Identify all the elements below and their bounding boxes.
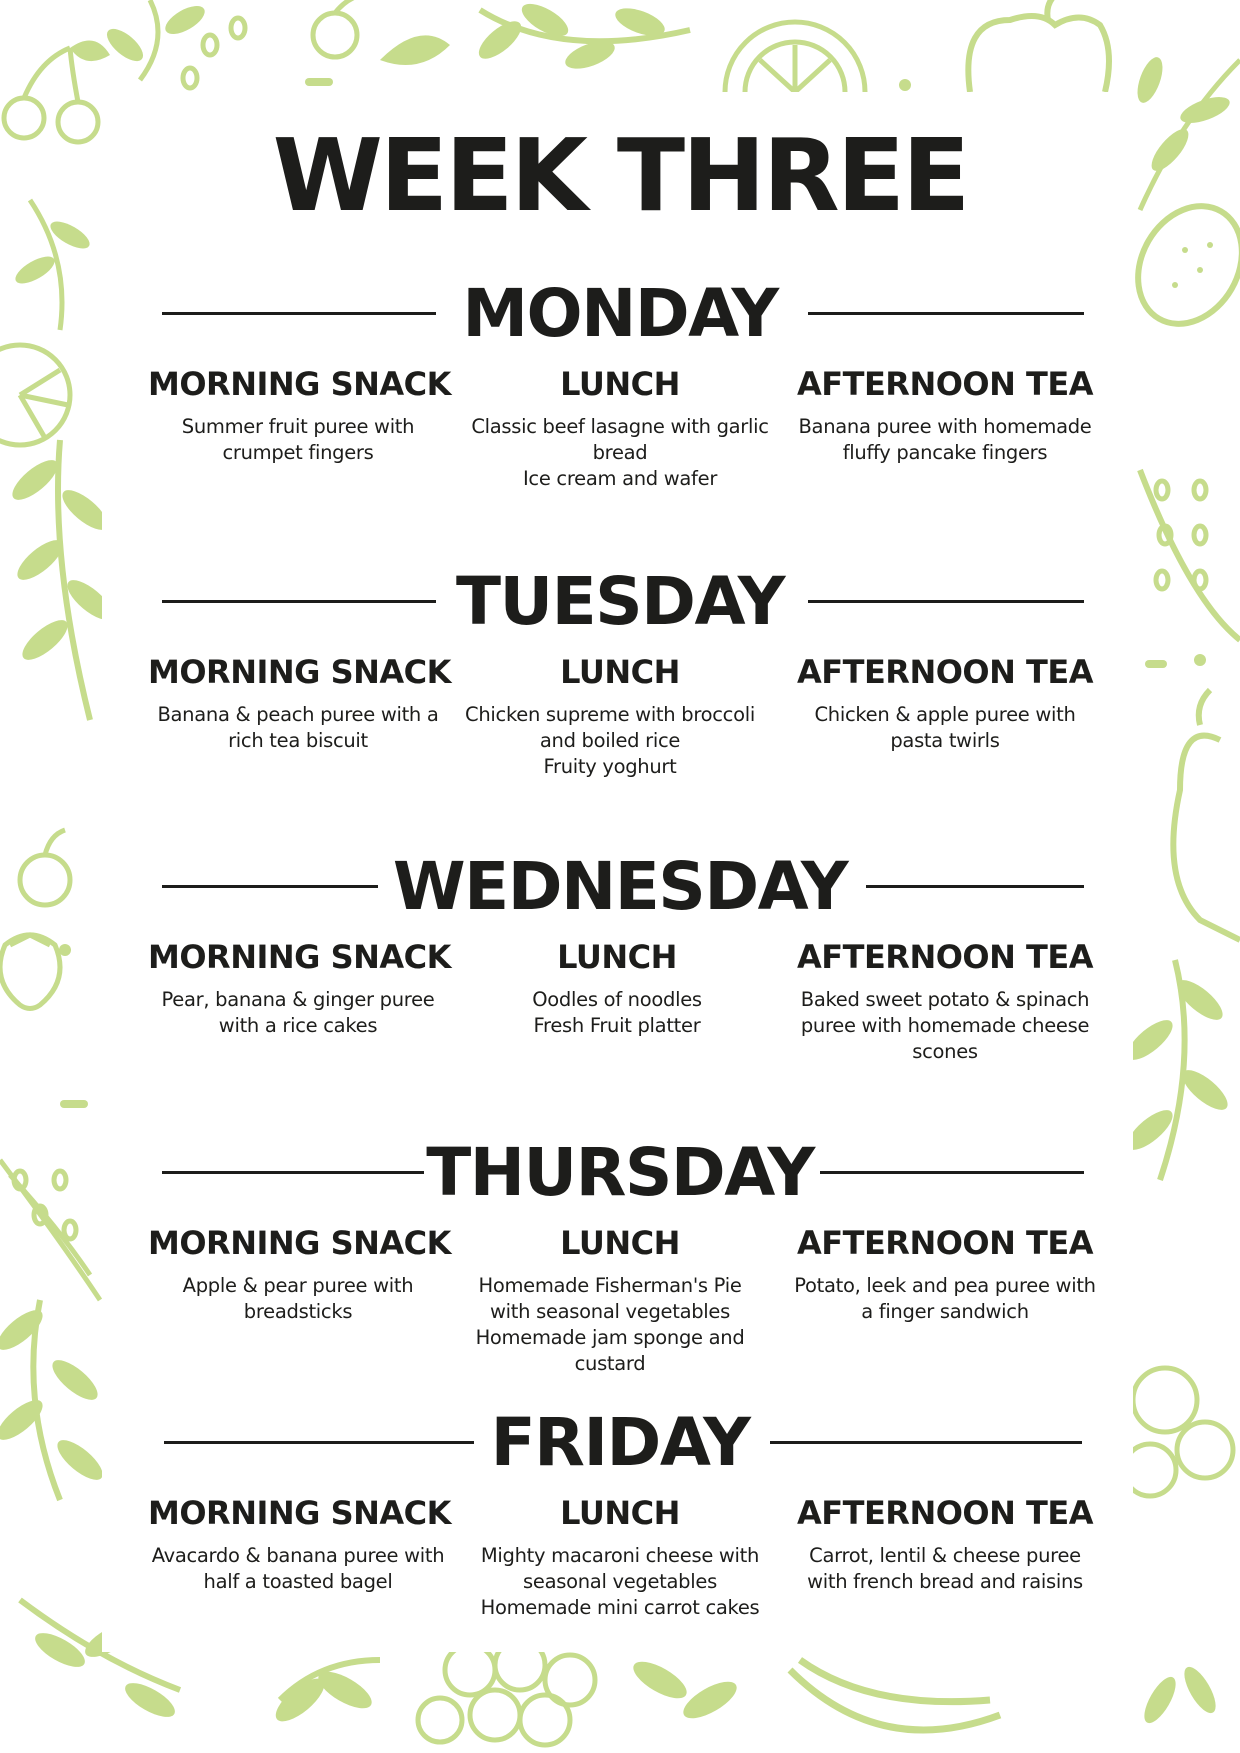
vine-icon: [269, 1660, 380, 1728]
meal-heading: MORNING SNACK: [148, 938, 451, 976]
meal-line: custard: [574, 1352, 646, 1375]
meal-line: and boiled rice: [539, 729, 681, 752]
day-section-friday: [0, 1401, 1240, 1619]
meal-description: [148, 987, 448, 1039]
page-title: WEEK THREE: [272, 117, 968, 234]
day-header: [0, 1131, 1240, 1215]
meal-line: Chicken & apple puree with: [814, 703, 1076, 726]
meal-description: [470, 1543, 770, 1621]
meal-description: [460, 702, 760, 780]
meal-line: Ice cream and wafer: [522, 467, 718, 490]
meal-line: Summer fruit puree with: [181, 415, 415, 438]
meal-heading: MORNING SNACK: [148, 1224, 451, 1262]
grapes-icon: [418, 1640, 595, 1745]
day-header: [0, 272, 1240, 356]
meal-line: Banana & peach puree with a: [157, 703, 439, 726]
meal-description: [790, 1543, 1100, 1595]
meal-line: seasonal vegetables: [523, 1570, 717, 1593]
meal-line: Avacardo & banana puree with: [151, 1544, 445, 1567]
cherry-icon: [313, 0, 360, 57]
meal-heading: LUNCH: [560, 653, 680, 691]
meal-line: Carrot, lentil & cheese puree: [809, 1544, 1081, 1567]
meal-morning-snack: [148, 937, 451, 1039]
meal-description: [790, 1273, 1100, 1325]
day-section-wednesday: [0, 845, 1240, 1063]
meal-afternoon-tea: [790, 364, 1100, 466]
meal-morning-snack: [148, 364, 451, 466]
divider-right: [866, 885, 1084, 888]
meal-line: with a rice cakes: [218, 1014, 378, 1037]
meal-heading: LUNCH: [560, 1494, 680, 1532]
meal-line: Potato, leek and pea puree with: [794, 1274, 1096, 1297]
meal-line: Pear, banana & ginger puree: [161, 988, 435, 1011]
day-name: WEDNESDAY: [392, 848, 848, 925]
meal-description: [790, 414, 1100, 466]
divider-right: [820, 1171, 1084, 1174]
meal-line: Banana puree with homemade: [798, 415, 1092, 438]
meal-description: [148, 702, 448, 754]
meal-heading: LUNCH: [560, 1224, 680, 1262]
day-section-monday: [0, 272, 1240, 490]
meal-line: with seasonal vegetables: [490, 1300, 730, 1323]
meal-lunch: [460, 1223, 760, 1377]
meal-line: Classic beef lasagne with garlic: [471, 415, 769, 438]
meal-description: [467, 987, 767, 1039]
meal-line: Fresh Fruit platter: [533, 1014, 701, 1037]
meal-morning-snack: [148, 652, 451, 754]
meal-afternoon-tea: [790, 1493, 1100, 1595]
meal-line: Homemade Fisherman's Pie: [478, 1274, 742, 1297]
leaf-icon: [380, 35, 450, 65]
strawberry-icon: [0, 935, 60, 1009]
day-name: THURSDAY: [426, 1134, 814, 1211]
meal-morning-snack: [148, 1223, 451, 1325]
meal-line: Fruity yoghurt: [543, 755, 677, 778]
meal-heading: AFTERNOON TEA: [796, 1494, 1093, 1532]
meal-heading: AFTERNOON TEA: [796, 653, 1093, 691]
meal-heading: AFTERNOON TEA: [796, 938, 1093, 976]
meal-afternoon-tea: [790, 652, 1100, 754]
day-name: MONDAY: [462, 275, 778, 352]
meal-line: Oodles of noodles: [532, 988, 702, 1011]
banana-icon: [790, 1660, 1000, 1730]
meal-line: a finger sandwich: [861, 1300, 1029, 1323]
meal-line: with french bread and raisins: [807, 1570, 1083, 1593]
meal-line: puree with homemade cheese: [800, 1014, 1090, 1037]
meal-line: Homemade jam sponge and: [475, 1326, 745, 1349]
divider-right: [770, 1441, 1082, 1444]
day-header: [0, 845, 1240, 929]
meal-morning-snack: [148, 1493, 451, 1595]
meal-heading: MORNING SNACK: [148, 1494, 451, 1532]
meal-line: fluffy pancake fingers: [842, 441, 1048, 464]
meal-description: [460, 1273, 760, 1377]
citrus-slice-icon: [0, 345, 70, 445]
apple-icon: [968, 0, 1109, 92]
meal-description: [148, 414, 448, 466]
day-section-tuesday: [0, 560, 1240, 778]
leaf-icon: [70, 40, 110, 61]
vine-icon: [473, 0, 690, 74]
meal-lunch: [470, 1493, 770, 1621]
meal-afternoon-tea: [790, 1223, 1100, 1325]
meal-heading: AFTERNOON TEA: [796, 1224, 1093, 1262]
meal-description: [790, 702, 1100, 754]
day-header: [0, 1401, 1240, 1485]
seed-icon: [183, 18, 245, 88]
meal-heading: MORNING SNACK: [148, 653, 451, 691]
meal-line: breadsticks: [243, 1300, 353, 1323]
meal-lunch: [467, 937, 767, 1039]
meal-line: half a toasted bagel: [203, 1570, 393, 1593]
meal-lunch: [470, 364, 770, 492]
meal-line: Chicken supreme with broccoli: [465, 703, 755, 726]
day-section-thursday: [0, 1131, 1240, 1375]
meal-line: Mighty macaroni cheese with: [480, 1544, 760, 1567]
vine-icon: [628, 1655, 742, 1726]
meal-heading: LUNCH: [557, 938, 677, 976]
meal-description: [790, 987, 1100, 1065]
day-header: [0, 560, 1240, 644]
divider-right: [808, 600, 1084, 603]
meal-line: Apple & pear puree with: [182, 1274, 414, 1297]
meal-description: [148, 1273, 448, 1325]
meal-line: Homemade mini carrot cakes: [480, 1596, 760, 1619]
divider-right: [808, 312, 1084, 315]
citrus-slice-icon: [725, 22, 865, 92]
vine-icon: [1138, 1662, 1221, 1727]
meal-heading: MORNING SNACK: [148, 365, 451, 403]
meal-description: [470, 414, 770, 492]
meal-line: rich tea biscuit: [228, 729, 368, 752]
meal-afternoon-tea: [790, 937, 1100, 1065]
meal-line: scones: [912, 1040, 978, 1063]
meal-line: bread: [592, 441, 648, 464]
meal-line: Baked sweet potato & spinach: [800, 988, 1090, 1011]
meal-lunch: [460, 652, 760, 780]
day-name: TUESDAY: [455, 563, 785, 640]
meal-description: [148, 1543, 448, 1595]
meal-heading: AFTERNOON TEA: [796, 365, 1093, 403]
meal-heading: LUNCH: [560, 365, 680, 403]
day-name: FRIDAY: [490, 1404, 750, 1481]
meal-line: pasta twirls: [890, 729, 1000, 752]
meal-line: crumpet fingers: [222, 441, 374, 464]
